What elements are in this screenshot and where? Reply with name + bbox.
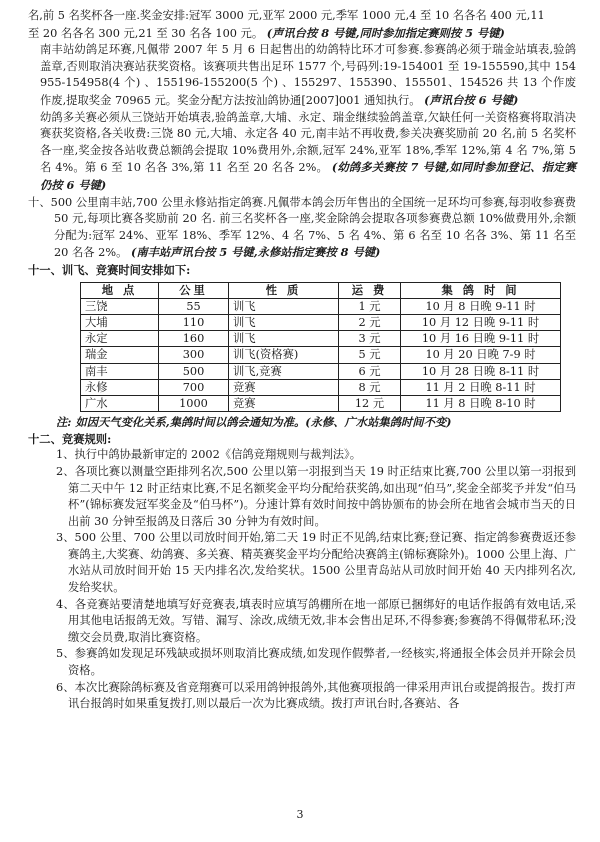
table-header-row [81, 282, 561, 298]
cell-fee: 12 元 [339, 395, 401, 411]
cell-distance: 700 [159, 379, 229, 395]
rule-4: 4、各竞赛站要清楚地填写好竞赛表,填表时应填写鸽棚所在地一部原已捆绑好的电话作报鸽有效电话,采用其他电话报鸽无效。写错、漏写、涂改,成绩无效,非本会售出足环,不得参赛;参赛鸽不得佩带私环;没缴交会员费,取消比赛资格。 [56, 597, 576, 644]
page-number: 3 [296, 808, 304, 821]
cell-type: 竞赛 [229, 379, 339, 395]
prize-line-1: 名,前 5 名奖杯各一座.奖金安排:冠军 3000 元,亚军 2000 元,季军 1000 元,4 至 10 名各名 400 元,11 [28, 9, 545, 22]
header-distance: 公里 [159, 282, 229, 298]
cell-location: 南丰 [81, 363, 159, 379]
cell-location: 广水 [81, 395, 159, 411]
cell-location: 大埔 [81, 314, 159, 330]
table-row [81, 395, 561, 411]
header-basketing-time: 集 鸽 时 间 [401, 282, 561, 298]
cell-location: 三饶 [81, 298, 159, 314]
rule-2: 2、各项比赛以测量空距排列名次,500 公里以第一羽报到当天 19 时正结束比赛,700 公里以第一羽报到第二天中午 12 时正结束比赛,不足名额奖金平均分配给获奖鸽,如出现“伯马”,奖金全部奖予并发“伯马杯”(锦标赛发冠军奖金及“伯马杯”)。分速计算有效时间按中鸽协颁布的协会所在地省会城市当天的日出前 30 分钟至报鸽及日落后 30 分钟为有效时间。 [56, 464, 576, 528]
rule-1: 1、执行中鸽协最新审定的 2002《信鸽竞翔规则与裁判法》。 [56, 448, 362, 462]
cell-type: 训飞(资格赛) [229, 347, 339, 363]
cell-type: 训飞 [229, 331, 339, 347]
cell-type: 训飞 [229, 298, 339, 314]
cell-time: 10 月 28 日晚 8-11 时 [401, 363, 561, 379]
cell-distance: 110 [159, 314, 229, 330]
weather-note: 注: 如因天气变化关系,集鸽时间以鸽会通知为准。(永修、广水站集鸽时间不变) [56, 415, 452, 430]
table-row [81, 314, 561, 330]
header-type: 性 质 [229, 282, 339, 298]
cell-time: 10 月 12 日晚 9-11 时 [401, 314, 561, 330]
schedule-table-wrap [80, 282, 560, 413]
cell-distance: 500 [159, 363, 229, 379]
cell-fee: 1 元 [339, 298, 401, 314]
prize-line-2: 至 20 名各名 300 元,21 至 30 名各 100 元。 [28, 26, 264, 40]
nanfeng-young-text: 南丰站幼鸽足环赛,凡佩带 2007 年 5 月 6 日起售出的幼鸽特比环才可参赛.参赛鸽必须于瑞金站填表,验鸽盖章,否则取消决赛站获奖资格。该赛项共售出足环 1577 个,号码列:19-154001 至 19-155590,其中 154955-154958(4 个) 、155196-155200(5 个) 、155297、155390、155501、154526 共 13 个作废作废,提取奖金 70965 元。奖金分配方法按汕鸽协通[2007]001 通知执行。 [40, 43, 576, 107]
cell-fee: 2 元 [339, 314, 401, 330]
cell-time: 11 月 2 日晚 8-11 时 [401, 379, 561, 395]
cell-time: 10 月 16 日晚 9-11 时 [401, 331, 561, 347]
schedule-table [80, 282, 561, 413]
hotline-note-8: (声讯台按 8 号键,同时参加指定赛则按 5 号键) [266, 25, 505, 40]
cell-type: 训飞,竞赛 [229, 363, 339, 379]
section-10-text: 十、500 公里南丰站,700 公里永修站指定鸽赛.凡佩带本鸽会历年售出的全国统一足环均可参赛,每羽收参赛费 50 元,每项比赛各奖励前 20 名. 前三名奖杯各一座,奖金除鸽会提取各项参赛费总额 10%做费用外,余额分配为:冠军 24%、亚军 18%、季军 12%、4 名 7%、5 名 4%、第 6 名至 10 名各 3%、第 11 名至 20 名各 2%。 [28, 195, 576, 260]
cell-time: 11 月 8 日晚 8-10 时 [401, 395, 561, 411]
paragraph-prize-allocation [28, 8, 576, 42]
cell-time: 10 月 8 日晚 9-11 时 [401, 298, 561, 314]
cell-location: 永修 [81, 379, 159, 395]
cell-distance: 1000 [159, 395, 229, 411]
section-10 [28, 195, 576, 262]
cell-fee: 3 元 [339, 331, 401, 347]
header-location: 地 点 [81, 282, 159, 298]
table-row [81, 347, 561, 363]
cell-fee: 5 元 [339, 347, 401, 363]
table-row [81, 331, 561, 347]
cell-fee: 6 元 [339, 363, 401, 379]
multi-stage-text: 幼鸽多关赛必须从三饶站开始填表,验鸽盖章,大埔、永定、瑞金继续验鸽盖章,欠缺任何一关资格赛将取消决赛获奖资格,各关收费:三饶 80 元,大埔、永定各 40 元,南丰站不再收费,参关决赛奖励前 20 名,前 5 名奖杯各一座,奖金按各站收费总额鸽会提取 10%费用外,余额,冠军 24%,亚军 18%,季军 12%,第 4 名 7%,第 5 名 4%。第 6 至 10 名各 3%,第 11 名至 20 名各 2%。 [40, 110, 576, 175]
section-12-heading: 十二、竞赛规则: [28, 431, 112, 446]
table-row [81, 298, 561, 314]
header-fee: 运 费 [339, 282, 401, 298]
cell-type: 竞赛 [229, 395, 339, 411]
cell-fee: 8 元 [339, 379, 401, 395]
rule-3: 3、500 公里、700 公里以司放时间开始,第二天 19 时正不见鸽,结束比赛;登记赛、指定鸽参赛费返还参赛鸽主,大奖赛、幼鸽赛、多关赛、精英赛奖金平均分配给决赛鸽主(锦标赛除外)。1000 公里上海、广水站从司放时间开始 15 天内排名次,发给奖状。1500 公里青岛站从司放时间开始 40 天内排列名次,发给奖状。 [56, 531, 576, 595]
hotline-note-5-8: (南丰站声讯台按 5 号键,永修站指定赛按 8 号键) [130, 245, 381, 260]
hotline-note-7: (幼鸽多关赛按 7 号键,如同时参加登记、指定赛仍按 6 号键) [40, 160, 576, 192]
paragraph-nanfeng-young-race [28, 42, 576, 109]
section-11-heading: 十一、训飞、竞赛时间安排如下: [28, 262, 191, 277]
cell-location: 瑞金 [81, 347, 159, 363]
rule-6: 6、本次比赛除鸽标赛及省竞翔赛可以采用鸽钟报鸽外,其他赛项报鸽一律采用声讯台或提鸽报告。拨打声讯台报鸽时如果重复拨打,则以最后一次为比赛成绩。拨打声讯台时,各赛站、各 [56, 680, 576, 711]
rule-5: 5、参赛鸽如发现足环残缺或损坏则取消比赛成绩,如发现作假弊者,一经核实,将通报全体会员并开除会员资格。 [56, 647, 576, 678]
hotline-note-6: (声讯台按 6 号键) [424, 92, 519, 107]
table-row [81, 379, 561, 395]
paragraph-multi-stage-race [28, 110, 576, 195]
cell-type: 训飞 [229, 314, 339, 330]
cell-distance: 160 [159, 331, 229, 347]
cell-location: 永定 [81, 331, 159, 347]
cell-time: 10 月 20 日晚 7-9 时 [401, 347, 561, 363]
cell-distance: 300 [159, 347, 229, 363]
cell-distance: 55 [159, 298, 229, 314]
table-row [81, 363, 561, 379]
